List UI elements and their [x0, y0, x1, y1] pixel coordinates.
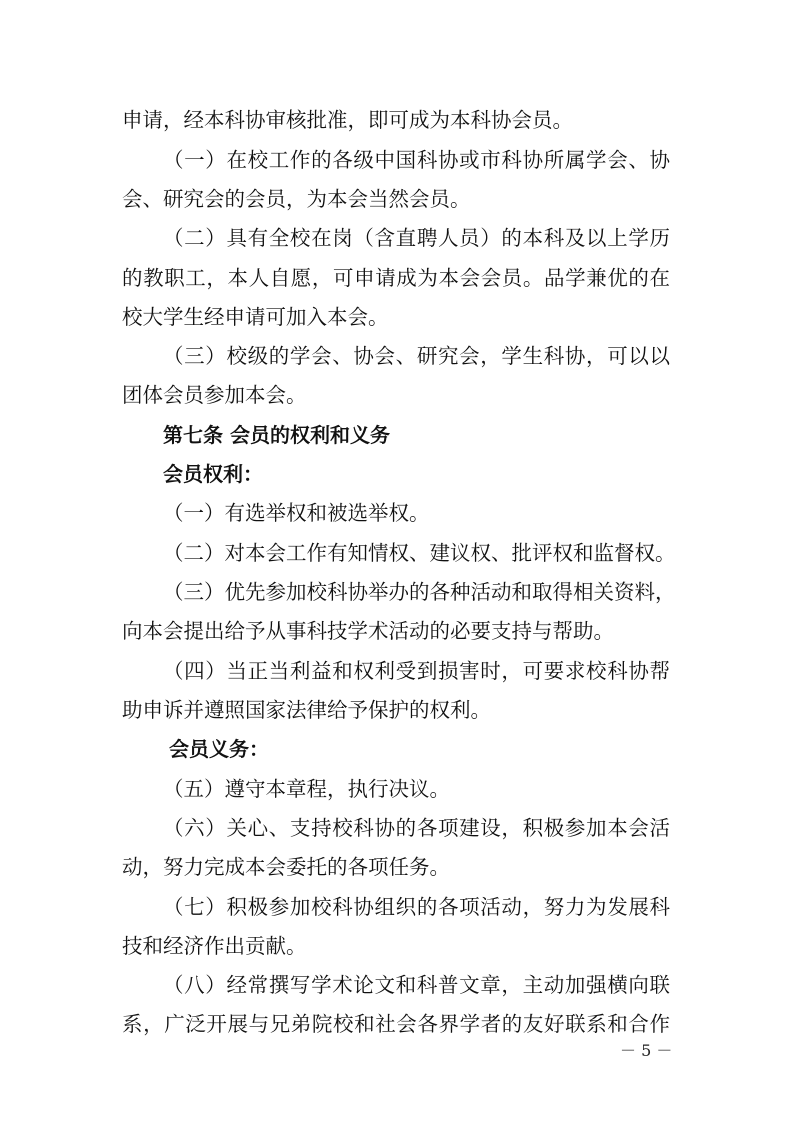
body-line: （四）当正当利益和权利受到损害时，可要求校科协帮	[163, 659, 670, 683]
article-heading: 第七条 会员的权利和义务	[163, 423, 390, 447]
body-line: 系，广泛开展与兄弟院校和社会各界学者的友好联系和合作	[122, 1012, 670, 1036]
body-line: 团体会员参加本会。	[122, 383, 307, 407]
body-line: （二）具有全校在岗（含直聘人员）的本科及以上学历	[163, 226, 670, 250]
body-line: 助申诉并遵照国家法律给予保护的权利。	[122, 698, 491, 722]
body-line: 会、研究会的会员，为本会当然会员。	[122, 187, 471, 211]
body-line: 技和经济作出贡献。	[122, 934, 307, 958]
body-line: （三）校级的学会、协会、研究会，学生科协，可以以	[163, 344, 670, 368]
body-line: 校大学生经申请可加入本会。	[122, 305, 389, 329]
body-line: （八）经常撰写学术论文和科普文章，主动加强横向联	[163, 973, 670, 997]
body-line: （七）积极参加校科协组织的各项活动，努力为发展科	[163, 895, 670, 919]
page-number: － 5 －	[620, 1041, 673, 1060]
section-heading-rights: 会员权利：	[163, 462, 263, 486]
body-line: 的教职工，本人自愿，可申请成为本会会员。品学兼优的在	[122, 266, 670, 290]
body-line: （二）对本会工作有知情权、建议权、批评权和监督权。	[163, 541, 676, 565]
section-heading-duties: 会员义务：	[169, 737, 269, 761]
body-line: 申请，经本科协审核批准，即可成为本科协会员。	[122, 108, 573, 132]
body-line: （六）关心、支持校科协的各项建设，积极参加本会活	[163, 816, 670, 840]
body-line: （一）在校工作的各级中国科协或市科协所属学会、协	[163, 148, 670, 172]
body-line: （一）有选举权和被选举权。	[163, 501, 430, 525]
body-line: （三）优先参加校科协举办的各种活动和取得相关资料，	[163, 580, 676, 604]
body-line: 动，努力完成本会委托的各项任务。	[122, 855, 450, 879]
body-line: 向本会提出给予从事科技学术活动的必要支持与帮助。	[122, 619, 614, 643]
body-line: （五）遵守本章程，执行决议。	[163, 777, 450, 801]
